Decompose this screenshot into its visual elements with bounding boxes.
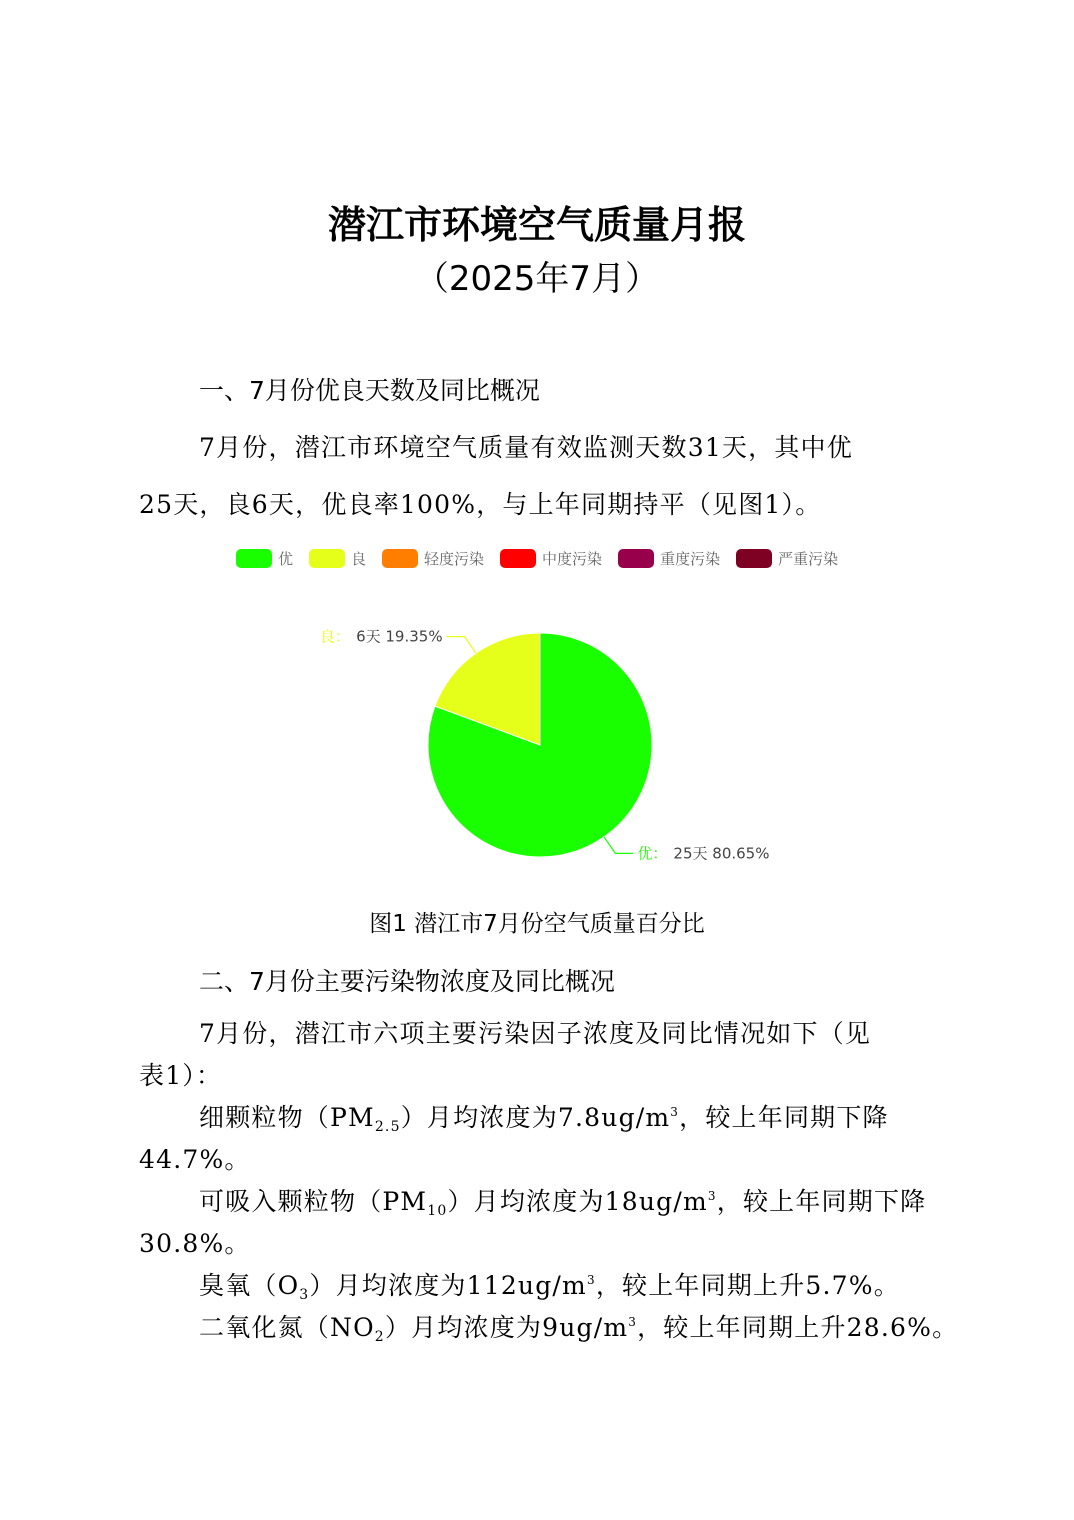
section2-heading: 二、7月份主要污染物浓度及同比概况	[199, 967, 615, 996]
legend-label: 良	[351, 549, 367, 568]
o3-line: 臭氧$(O_3)$月均浓度为$112ug/m^3$，较上年同期上升5.7%。	[199, 1271, 900, 1303]
no2-line: 二氧化氮$(NO_2)$月均浓度为$9ug/m^3$，较上年同期上升28.6%。	[199, 1313, 959, 1345]
legend-label: 重度污染	[660, 549, 721, 568]
section1-para-line2: 25天，良6天，优良率100%，与上年同期持平（见图1）。	[139, 490, 822, 519]
legend-item[interactable]	[236, 548, 293, 569]
section2-intro-line2: 表1）：	[139, 1061, 223, 1090]
pm10-line: 可吸入颗粒物$(PM_{10})$月均浓度为$18ug/m^3$，较上年同期下降	[199, 1187, 927, 1219]
pm10-line2: 30.8%。	[139, 1229, 251, 1258]
legend-label: 轻度污染	[424, 549, 485, 568]
chart-legend	[236, 546, 854, 570]
section2-intro-line1: 7月份，潜江市六项主要污染因子浓度及同比情况如下（见	[199, 1019, 872, 1048]
legend-label: 中度污染	[542, 549, 603, 568]
legend-swatch	[736, 549, 772, 568]
figure-caption: 图1 潜江市7月份空气质量百分比	[369, 911, 705, 937]
section1-heading: 一、7月份优良天数及同比概况	[199, 376, 540, 405]
pie-data-label: 优： 25天 80.65%	[637, 844, 770, 863]
legend-item[interactable]	[382, 548, 484, 569]
legend-swatch	[382, 549, 418, 568]
legend-item[interactable]	[500, 548, 602, 569]
pie-label-line	[604, 837, 633, 853]
legend-swatch	[309, 549, 345, 568]
legend-item[interactable]	[736, 548, 838, 569]
legend-item[interactable]	[309, 548, 366, 569]
legend-item[interactable]	[618, 548, 720, 569]
report-title: 潜江市环境空气质量月报	[327, 203, 746, 247]
pie-data-label: 良： 6天 19.35%	[320, 627, 443, 646]
pie-label-line	[447, 637, 476, 653]
pie-chart	[0, 600, 1074, 890]
pm25-line2: 44.7%。	[139, 1145, 251, 1174]
report-period: （2025年7月）	[414, 259, 660, 299]
pm25-line: 细颗粒物$(PM_{2.5})$月均浓度为$7.8ug/m^3$，较上年同期下降	[199, 1103, 889, 1135]
legend-label: 严重污染	[778, 549, 839, 568]
legend-label: 优	[278, 549, 294, 568]
legend-swatch	[618, 549, 654, 568]
legend-swatch	[236, 549, 272, 568]
legend-swatch	[500, 549, 536, 568]
section1-para-line1: 7月份，潜江市环境空气质量有效监测天数31天，其中优	[199, 433, 853, 462]
